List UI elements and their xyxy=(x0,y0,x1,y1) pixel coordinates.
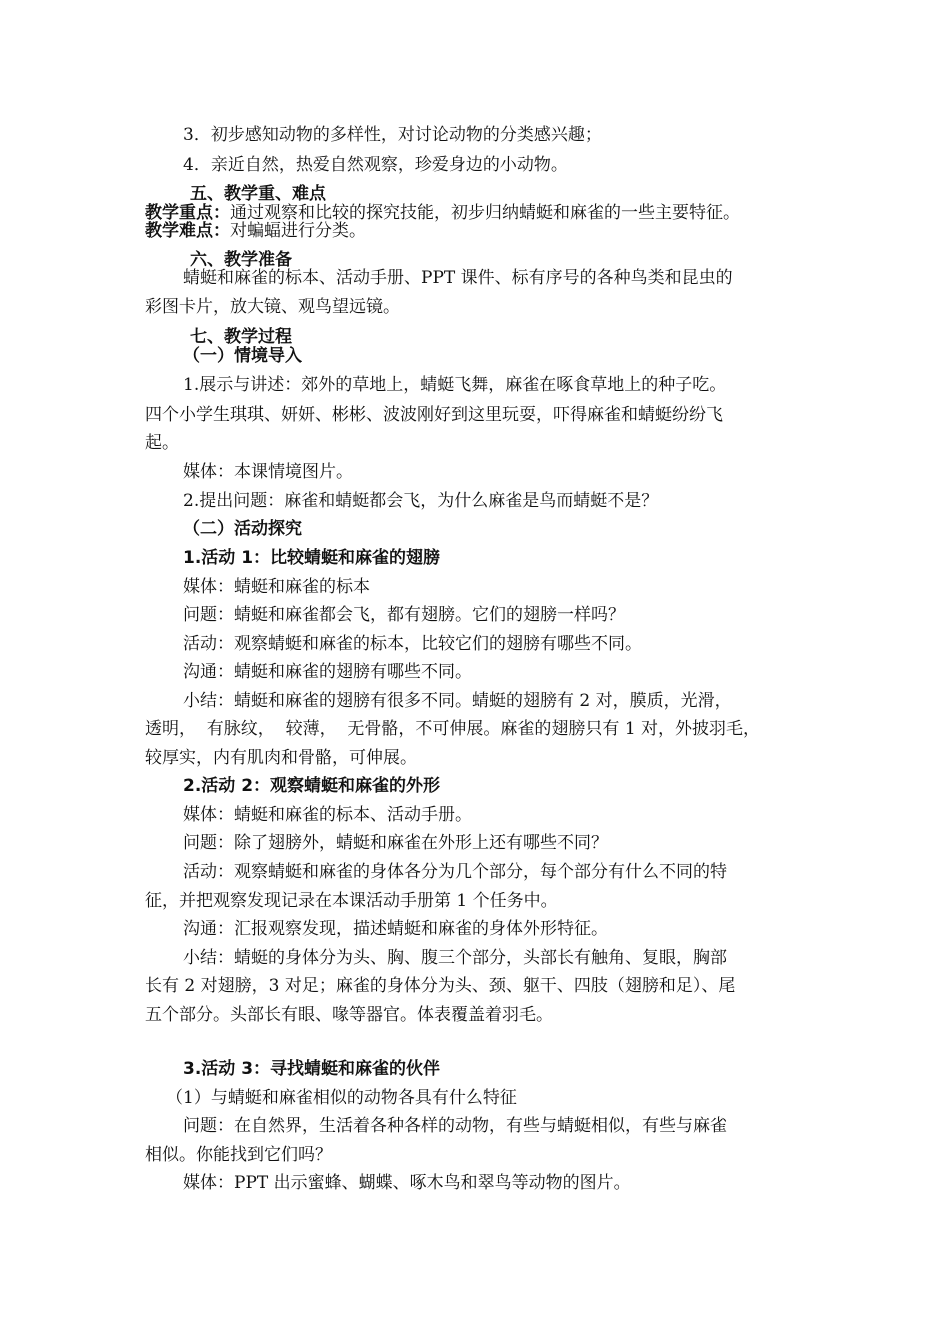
activity-2-activity-line-1: 活动：观察蜻蜓和麻雀的身体各分为几个部分，每个部分有什么不同的特 xyxy=(183,862,727,882)
activity-3-title: 3.活动 3：寻找蜻蜓和麻雀的伙伴 xyxy=(183,1059,441,1079)
difficult-point-label: 教学难点： xyxy=(145,221,230,241)
activity-2-activity-line-2: 征，并把观察发现记录在本课活动手册第 1 个任务中。 xyxy=(145,891,558,911)
activity-3-subsection-1: （1）与蜻蜓和麻雀相似的动物各具有什么特征 xyxy=(166,1088,517,1108)
preparation-line-2: 彩图卡片，放大镜、观鸟望远镜。 xyxy=(145,297,400,317)
activity-2-summary-line-1: 小结：蜻蜓的身体分为头、胸、腹三个部分，头部长有触角、复眼，胸部 xyxy=(183,948,727,968)
part-1-heading: （一）情境导入 xyxy=(183,346,302,366)
activity-1-activity: 活动：观察蜻蜓和麻雀的标本，比较它们的翅膀有哪些不同。 xyxy=(183,634,642,654)
activity-1-title: 1.活动 1：比较蜻蜓和麻雀的翅膀 xyxy=(183,548,441,568)
activity-1-media: 媒体：蜻蜓和麻雀的标本 xyxy=(183,577,370,597)
activity-2-communicate: 沟通：汇报观察发现，描述蜻蜓和麻雀的身体外形特征。 xyxy=(183,919,608,939)
section-7-heading: 七、教学过程 xyxy=(190,327,292,347)
activity-2-summary-line-3: 五个部分。头部长有眼、喙等器官。体表覆盖着羽毛。 xyxy=(145,1005,553,1025)
activity-1-summary-line-2: 透明， 有脉纹， 较薄， 无骨骼，不可伸展。麻雀的翅膀只有 1 对，外披羽毛， xyxy=(145,719,761,739)
difficult-point-text: 对蝙蝠进行分类。 xyxy=(230,221,366,241)
intro-question: 2.提出问题：麻雀和蜻蜓都会飞，为什么麻雀是鸟而蜻蜓不是？ xyxy=(183,491,659,511)
goal-item-4: 4．亲近自然，热爱自然观察，珍爱身边的小动物。 xyxy=(183,155,568,175)
activity-1-summary-line-3: 较厚实，内有肌肉和骨骼，可伸展。 xyxy=(145,748,417,768)
activity-2-media: 媒体：蜻蜓和麻雀的标本、活动手册。 xyxy=(183,805,472,825)
key-point-text: 通过观察和比较的探究技能，初步归纳蜻蜓和麻雀的一些主要特征。 xyxy=(230,203,740,223)
activity-3-question-line-2: 相似。你能找到它们吗？ xyxy=(145,1145,332,1165)
intro-media: 媒体：本课情境图片。 xyxy=(183,462,353,482)
difficult-point-line xyxy=(145,220,817,242)
activity-2-question: 问题：除了翅膀外，蜻蜓和麻雀在外形上还有哪些不同？ xyxy=(183,833,608,853)
section-6-heading: 六、教学准备 xyxy=(190,250,292,270)
activity-3-question-line-1: 问题：在自然界，生活着各种各样的动物，有些与蜻蜓相似，有些与麻雀 xyxy=(183,1116,727,1136)
intro-paragraph-line-2: 四个小学生琪琪、妍妍、彬彬、波波刚好到这里玩耍，吓得麻雀和蜻蜓纷纷飞 xyxy=(145,405,723,425)
preparation-line-1: 蜻蜓和麻雀的标本、活动手册、PPT 课件、标有序号的各种鸟类和昆虫的 xyxy=(183,268,733,288)
activity-2-summary-line-2: 长有 2 对翅膀，3 对足；麻雀的身体分为头、颈、躯干、四肢（翅膀和足）、尾 xyxy=(145,976,736,996)
intro-paragraph-line-1: 1.展示与讲述：郊外的草地上，蜻蜓飞舞，麻雀在啄食草地上的种子吃。 xyxy=(183,375,727,395)
goal-item-3: 3．初步感知动物的多样性，对讨论动物的分类感兴趣； xyxy=(183,125,602,145)
activity-1-summary-line-1: 小结：蜻蜓和麻雀的翅膀有很多不同。蜻蜓的翅膀有 2 对，膜质，光滑， xyxy=(183,691,732,711)
activity-1-communicate: 沟通：蜻蜓和麻雀的翅膀有哪些不同。 xyxy=(183,662,472,682)
activity-2-title: 2.活动 2：观察蜻蜓和麻雀的外形 xyxy=(183,776,441,796)
activity-1-question: 问题：蜻蜓和麻雀都会飞，都有翅膀。它们的翅膀一样吗？ xyxy=(183,605,625,625)
part-2-heading: （二）活动探究 xyxy=(183,519,302,539)
key-point-label: 教学重点： xyxy=(145,203,230,223)
section-5-heading: 五、教学重、难点 xyxy=(190,184,326,204)
intro-paragraph-line-3: 起。 xyxy=(145,433,179,453)
activity-3-media: 媒体：PPT 出示蜜蜂、蝴蝶、啄木鸟和翠鸟等动物的图片。 xyxy=(183,1173,631,1193)
